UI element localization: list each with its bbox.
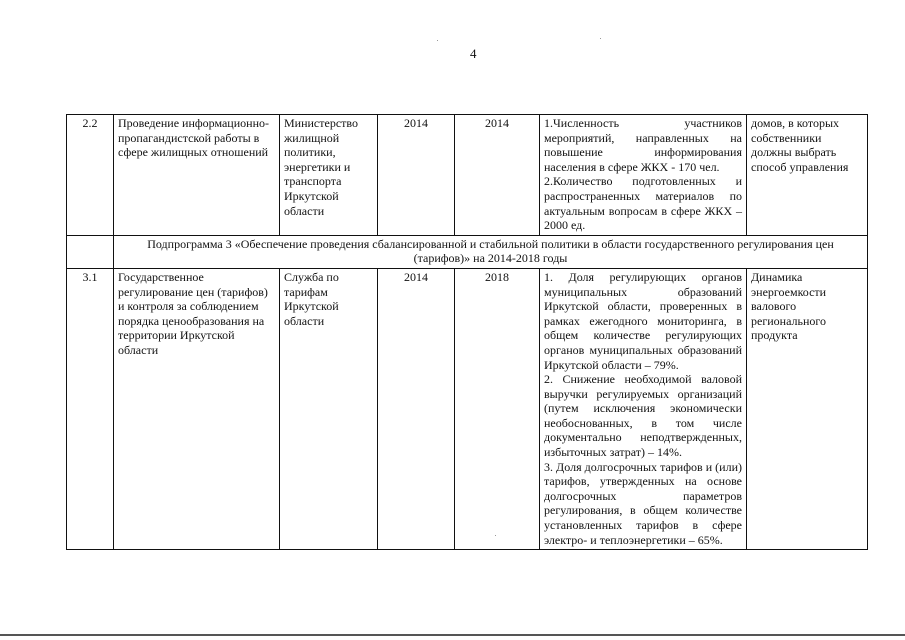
program-table <box>66 114 868 550</box>
indicator-item: 2. Снижение необходимой валовой выручки регулируемых организаций (путем исключения экономически необоснованных, в том числе документально неподтвержденных, избыточных затрат) – 14%. <box>544 372 742 460</box>
subprogram-title: Подпрограмма 3 «Обеспечение проведения сбалансированной и стабильной политики в области государственного регулирования цен (тарифов)» на 2014-2018 годы <box>114 235 868 268</box>
impact-cell: Динамика энергоемкости валового регионального продукта <box>747 268 868 549</box>
scan-edge-line <box>0 634 905 636</box>
page-number: 4 <box>470 46 477 61</box>
executor-cell: Министерство жилищной политики, энергетики и транспорта Иркутской области <box>280 115 378 236</box>
year-start-cell: 2014 <box>378 115 455 236</box>
measure-cell: Проведение информационно-пропагандистской работы в сфере жилищных отношений <box>114 115 280 236</box>
table-row <box>67 115 868 236</box>
row-number: 3.1 <box>67 268 114 549</box>
scan-speck <box>495 535 496 536</box>
indicator-item: 1.Численность участников мероприятий, направленных на повышение информирования населения в сфере ЖКХ - 170 чел. <box>544 116 742 174</box>
indicator-item: 2.Количество подготовленных и распространенных материалов по актуальным вопросам в сфере ЖКХ – 2000 ед. <box>544 174 742 233</box>
measure-cell: Государственное регулирование цен (тарифов) и контроля за соблюдением порядка ценообразования на территории Иркутской области <box>114 268 280 549</box>
indicators-cell <box>540 268 747 549</box>
scan-speck <box>600 38 601 39</box>
indicator-item: 1. Доля регулирующих органов муниципальных образований Иркутской области, проверенных в рамках ежегодного мониторинга, в общем количестве регулирующих органов муниципальных образований Иркутской области – 79%. <box>544 269 742 372</box>
table-row <box>67 268 868 549</box>
indicator-item: 3. Доля долгосрочных тарифов и (или) тарифов, утвержденных на основе долгосрочных параметров регулирования, в общем количестве установленных тарифов в сфере электро- и теплоэнергетики – 65%. <box>544 459 742 547</box>
indicators-cell <box>540 115 747 236</box>
subprogram-blank-cell <box>67 235 114 268</box>
year-end-cell: 2014 <box>455 115 540 236</box>
year-end-cell: 2018 <box>455 268 540 549</box>
year-start-cell: 2014 <box>378 268 455 549</box>
impact-cell: домов, в которых собственники должны выбрать способ управления <box>747 115 868 236</box>
row-number: 2.2 <box>67 115 114 236</box>
scan-speck <box>437 40 438 41</box>
subprogram-row <box>67 235 868 268</box>
executor-cell: Служба по тарифам Иркутской области <box>280 268 378 549</box>
